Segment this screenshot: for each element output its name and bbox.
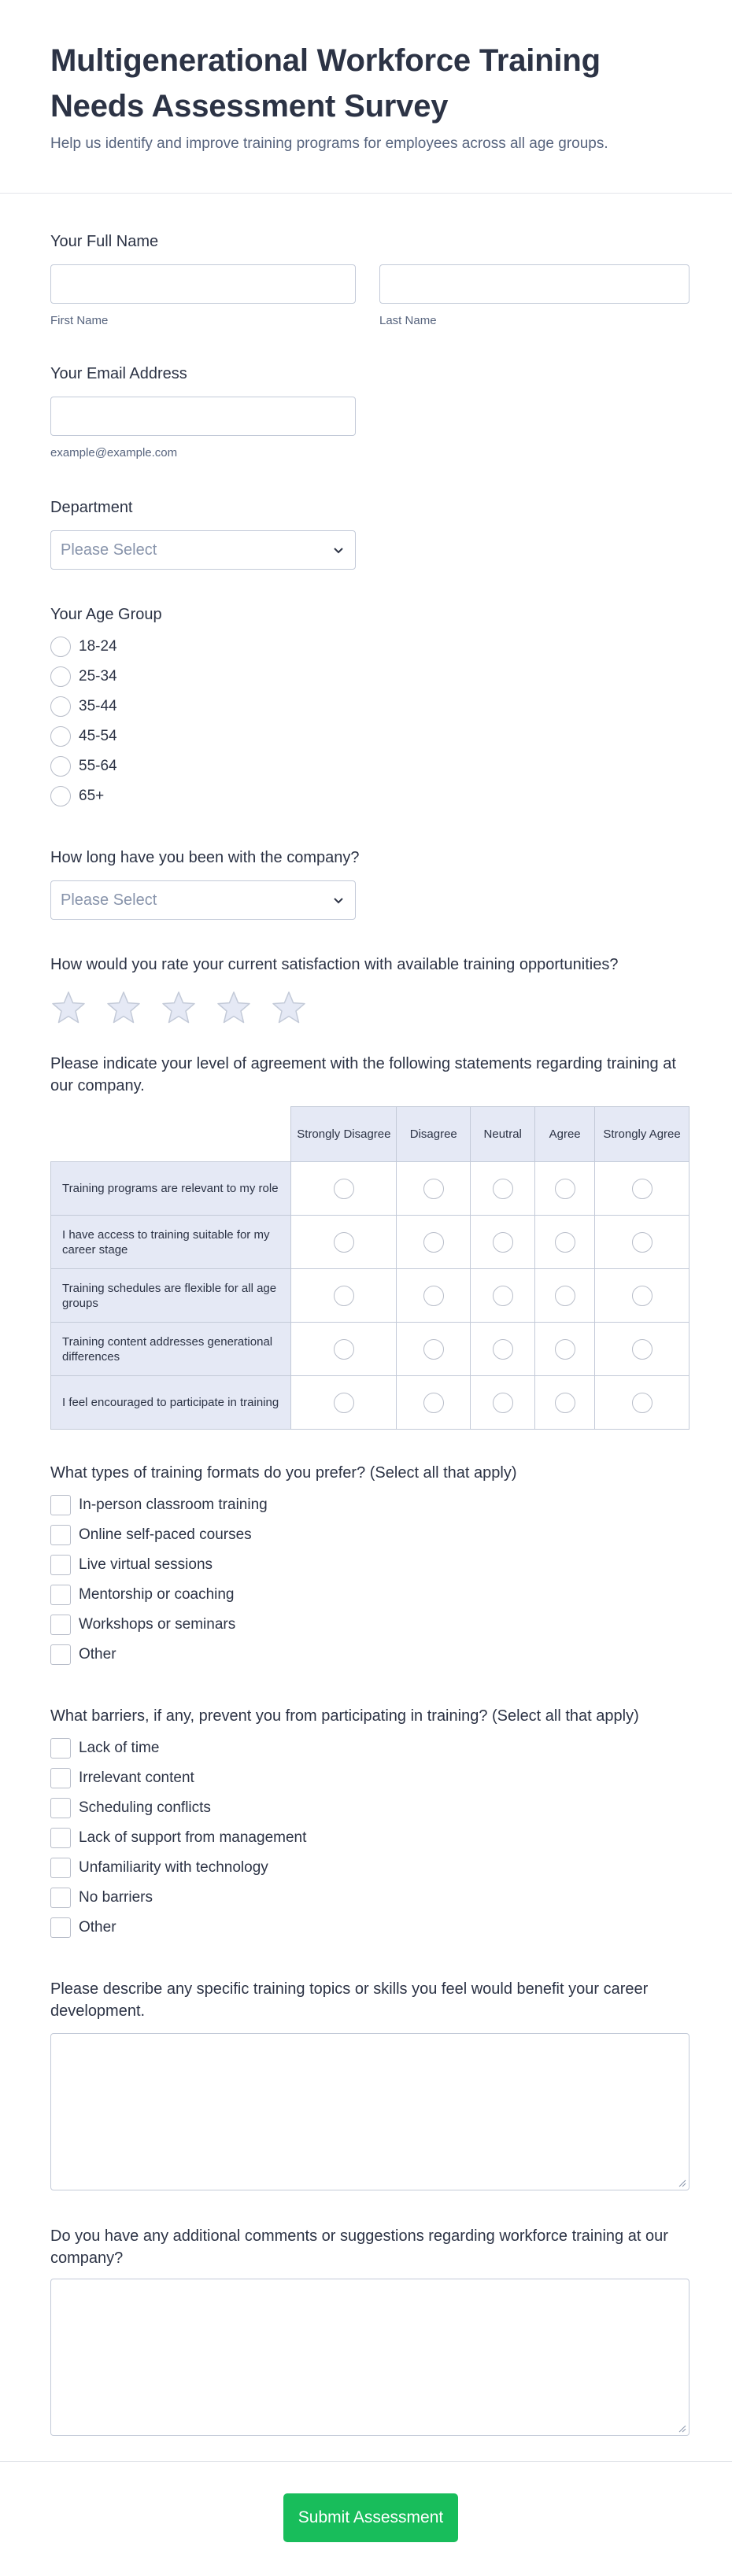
age-option-label: 18-24 [79,638,117,655]
barrier-option[interactable] [50,1883,639,1913]
matrix-corner [51,1107,291,1162]
matrix-row [51,1376,689,1430]
formats-options [50,1490,517,1670]
format-option[interactable] [50,1580,517,1610]
format-option-label: Workshops or seminars [79,1616,236,1633]
star-icon[interactable] [271,990,307,1026]
matrix-cell[interactable] [595,1323,689,1376]
age-group-label: Your Age Group [50,606,162,623]
format-option-label: Mentorship or coaching [79,1586,235,1603]
age-option[interactable] [50,722,162,751]
satisfaction-label: How would you rate your current satisfaction with available training opportunities? [50,956,619,973]
matrix-column-header: Neutral [471,1107,535,1162]
matrix-cell[interactable] [471,1376,535,1430]
first-name-sublabel: First Name [50,314,109,327]
format-option[interactable] [50,1640,517,1670]
matrix-row [51,1269,689,1323]
star-icon[interactable] [216,990,252,1026]
barriers-options [50,1733,639,1943]
last-name-sublabel: Last Name [379,314,437,327]
matrix-cell[interactable] [397,1323,471,1376]
comments-field [50,2225,689,2269]
matrix-cell[interactable] [535,1216,595,1269]
matrix-cell[interactable] [291,1162,397,1216]
radio-button[interactable] [334,1179,354,1199]
matrix-row-label: I feel encouraged to participate in training [51,1376,291,1430]
matrix-cell[interactable] [535,1269,595,1323]
form-header [0,0,732,194]
age-option[interactable] [50,632,162,662]
radio-button[interactable] [334,1232,354,1253]
radio-button[interactable] [423,1286,444,1306]
resize-handle-icon[interactable] [677,2423,686,2433]
format-option-label: Other [79,1646,116,1663]
matrix-row-label: Training content addresses generational differences [51,1323,291,1376]
radio-button[interactable] [555,1179,575,1199]
submit-button[interactable]: Submit Assessment [283,2493,458,2542]
radio-button[interactable] [555,1393,575,1413]
checkbox[interactable] [50,1917,71,1938]
age-group-field [50,603,162,811]
format-option-label: In-person classroom training [79,1497,268,1513]
radio-button[interactable] [423,1393,444,1413]
age-option[interactable] [50,781,162,811]
radio-button[interactable] [493,1232,513,1253]
radio-button[interactable] [632,1232,653,1253]
barrier-option[interactable] [50,1853,639,1883]
department-label: Department [50,499,133,516]
matrix-cell[interactable] [471,1216,535,1269]
star-icon[interactable] [161,990,197,1026]
checkbox[interactable] [50,1644,71,1665]
age-option[interactable] [50,662,162,692]
barrier-option-label: Scheduling conflicts [79,1799,211,1816]
checkbox[interactable] [50,1798,71,1818]
matrix-column-header: Strongly Agree [595,1107,689,1162]
matrix-cell[interactable] [595,1216,689,1269]
matrix-cell[interactable] [535,1162,595,1216]
tenure-label: How long have you been with the company? [50,849,360,866]
format-option[interactable] [50,1550,517,1580]
age-option-label: 65+ [79,788,105,804]
barrier-option-label: No barriers [79,1889,153,1906]
age-option[interactable] [50,751,162,781]
radio-button[interactable] [555,1286,575,1306]
radio-button[interactable] [493,1179,513,1199]
checkbox[interactable] [50,1525,71,1545]
matrix-cell[interactable] [535,1376,595,1430]
chevron-down-icon [331,893,346,907]
agreement-matrix [50,1106,689,1430]
radio-button[interactable] [423,1339,444,1360]
department-select[interactable] [50,530,356,570]
format-option[interactable] [50,1520,517,1550]
radio-button[interactable] [555,1232,575,1253]
barrier-option-label: Lack of support from management [79,1829,307,1846]
formats-label: What types of training formats do you prefer? (Select all that apply) [50,1464,517,1482]
barrier-option-label: Unfamiliarity with technology [79,1859,268,1876]
full-name-field [50,231,689,327]
department-placeholder: Please Select [61,541,157,559]
radio-button[interactable] [50,696,71,717]
email-sublabel: example@example.com [50,446,178,459]
checkbox[interactable] [50,1828,71,1848]
barrier-option-label: Lack of time [79,1740,160,1756]
matrix-column-header: Disagree [397,1107,471,1162]
matrix-cell[interactable] [595,1376,689,1430]
barrier-option-label: Other [79,1919,116,1936]
email-input[interactable] [50,397,356,436]
format-option[interactable] [50,1610,517,1640]
tenure-select[interactable] [50,880,356,920]
barriers-label: What barriers, if any, prevent you from participating in training? (Select all that apply) [50,1707,639,1725]
radio-button[interactable] [50,786,71,806]
matrix-cell[interactable] [291,1323,397,1376]
format-option-label: Online self-paced courses [79,1526,252,1543]
checkbox[interactable] [50,1768,71,1788]
matrix-cell[interactable] [471,1323,535,1376]
barriers-field [50,1705,639,1943]
radio-button[interactable] [493,1393,513,1413]
barrier-option[interactable] [50,1793,639,1823]
radio-button[interactable] [493,1286,513,1306]
radio-button[interactable] [50,756,71,777]
radio-button[interactable] [555,1339,575,1360]
tenure-placeholder: Please Select [61,891,157,909]
star-icon[interactable] [105,990,142,1026]
radio-button[interactable] [50,637,71,657]
last-name-input[interactable] [379,264,689,304]
matrix-cell[interactable] [471,1269,535,1323]
radio-button[interactable] [334,1339,354,1360]
matrix-cell[interactable] [595,1269,689,1323]
matrix-cell[interactable] [291,1216,397,1269]
agreement-label: Please indicate your level of agreement with the following statements regarding training at our company. [50,1055,676,1094]
barrier-option[interactable] [50,1913,639,1943]
satisfaction-field [50,954,619,1026]
age-option-label: 25-34 [79,668,117,685]
age-group-options [50,632,162,811]
resize-handle-icon[interactable] [677,2178,686,2187]
radio-button[interactable] [632,1179,653,1199]
star-rating [50,990,619,1026]
checkbox[interactable] [50,1888,71,1908]
matrix-cell[interactable] [595,1162,689,1216]
matrix-row-label: Training schedules are flexible for all age groups [51,1269,291,1323]
comments-textarea[interactable] [50,2279,689,2436]
checkbox[interactable] [50,1555,71,1575]
matrix-cell[interactable] [397,1376,471,1430]
radio-button[interactable] [423,1179,444,1199]
radio-button[interactable] [632,1339,653,1360]
barrier-option[interactable] [50,1823,639,1853]
matrix-cell[interactable] [397,1162,471,1216]
chevron-down-icon [331,543,346,557]
topics-field [50,1978,689,2022]
age-option-label: 55-64 [79,758,117,774]
first-name-input[interactable] [50,264,356,304]
age-option[interactable] [50,692,162,722]
age-option-label: 45-54 [79,728,117,744]
matrix-cell[interactable] [535,1323,595,1376]
radio-button[interactable] [334,1393,354,1413]
radio-button[interactable] [50,726,71,747]
matrix-cell[interactable] [471,1162,535,1216]
checkbox[interactable] [50,1615,71,1635]
radio-button[interactable] [423,1232,444,1253]
radio-button[interactable] [493,1339,513,1360]
matrix-cell[interactable] [397,1216,471,1269]
form-footer [0,2461,732,2576]
page-title: Multigenerational Workforce Training Needs Assessment Survey [50,43,601,124]
radio-button[interactable] [632,1393,653,1413]
barrier-option[interactable] [50,1763,639,1793]
formats-field [50,1462,517,1670]
topics-textarea[interactable] [50,2033,689,2190]
barrier-option-label: Irrelevant content [79,1770,194,1786]
format-option-label: Live virtual sessions [79,1556,213,1573]
full-name-label: Your Full Name [50,233,159,250]
checkbox[interactable] [50,1738,71,1759]
star-icon[interactable] [50,990,87,1026]
barrier-option[interactable] [50,1733,639,1763]
format-option[interactable] [50,1490,517,1520]
agreement-field [50,1053,689,1097]
tenure-field [50,847,359,920]
matrix-cell[interactable] [397,1269,471,1323]
page-subtitle: Help us identify and improve training programs for employees across all age groups. [50,135,608,152]
age-option-label: 35-44 [79,698,117,714]
radio-button[interactable] [334,1286,354,1306]
matrix-cell[interactable] [291,1269,397,1323]
checkbox[interactable] [50,1585,71,1605]
radio-button[interactable] [50,666,71,687]
matrix-row [51,1162,689,1216]
matrix-row-label: Training programs are relevant to my role [51,1162,291,1216]
email-field [50,363,356,459]
matrix-row-label: I have access to training suitable for my career stage [51,1216,291,1269]
checkbox[interactable] [50,1858,71,1878]
matrix-column-header: Strongly Disagree [291,1107,397,1162]
comments-label: Do you have any additional comments or suggestions regarding workforce training at our company? [50,2227,668,2267]
department-field [50,496,356,570]
matrix-cell[interactable] [291,1376,397,1430]
matrix-row [51,1323,689,1376]
checkbox[interactable] [50,1495,71,1515]
matrix-row [51,1216,689,1269]
matrix-column-header: Agree [535,1107,595,1162]
email-label: Your Email Address [50,365,187,382]
topics-label: Please describe any specific training topics or skills you feel would benefit your career development. [50,1980,649,2020]
radio-button[interactable] [632,1286,653,1306]
